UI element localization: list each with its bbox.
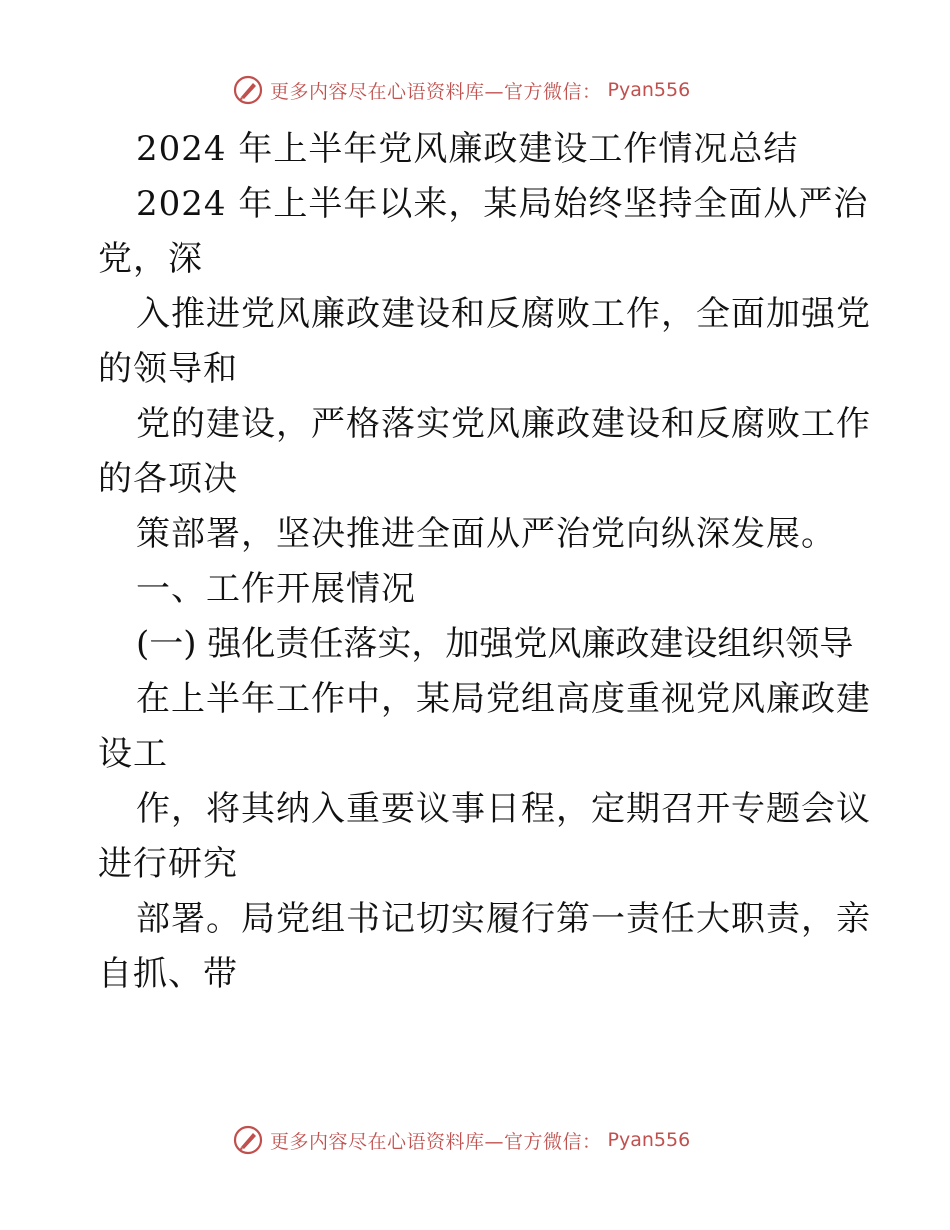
paragraph-line: 2024 年上半年以来，某局始终坚持全面从严治 xyxy=(136,184,869,224)
document-title: 2024 年上半年党风廉政建设工作情况总结 xyxy=(136,129,799,169)
paragraph-line: 党的建设，严格落实党风廉政建设和反腐败工作 xyxy=(136,404,871,444)
paragraph-line: 进行研究 xyxy=(98,844,238,884)
header-banner xyxy=(232,73,690,107)
banner-wechat-id: Pyan556 xyxy=(607,79,691,101)
paragraph-line: 的各项决 xyxy=(98,459,238,499)
pen-circle-logo-icon xyxy=(232,74,264,106)
paragraph-line: 在上半年工作中，某局党组高度重视党风廉政建 xyxy=(136,679,871,719)
paragraph-line: 党，深 xyxy=(98,239,203,279)
paragraph-line: 部署。局党组书记切实履行第一责任大职责，亲 xyxy=(136,899,871,939)
banner-text: 更多内容尽在心语资料库—官方微信： xyxy=(270,1130,602,1153)
paragraph-line: 设工 xyxy=(98,734,168,774)
paragraph-line: 策部署，坚决推进全面从严治党向纵深发展。 xyxy=(136,514,836,554)
paragraph-line: 入推进党风廉政建设和反腐败工作，全面加强党 xyxy=(136,294,871,334)
banner-wechat-id: Pyan556 xyxy=(607,1129,691,1151)
document-body xyxy=(98,122,871,1002)
paragraph-line: 作，将其纳入重要议事日程，定期召开专题会议 xyxy=(136,789,871,829)
pen-circle-logo-icon xyxy=(232,1124,264,1156)
section-heading: 一、工作开展情况 xyxy=(136,569,416,609)
paragraph-line: 自抓、带 xyxy=(98,954,238,994)
footer-banner xyxy=(232,1123,690,1157)
subsection-heading: (一) 强化责任落实，加强党风廉政建设组织领导 xyxy=(136,624,854,664)
paragraph-line: 的领导和 xyxy=(98,349,238,389)
banner-text: 更多内容尽在心语资料库—官方微信： xyxy=(270,80,602,103)
